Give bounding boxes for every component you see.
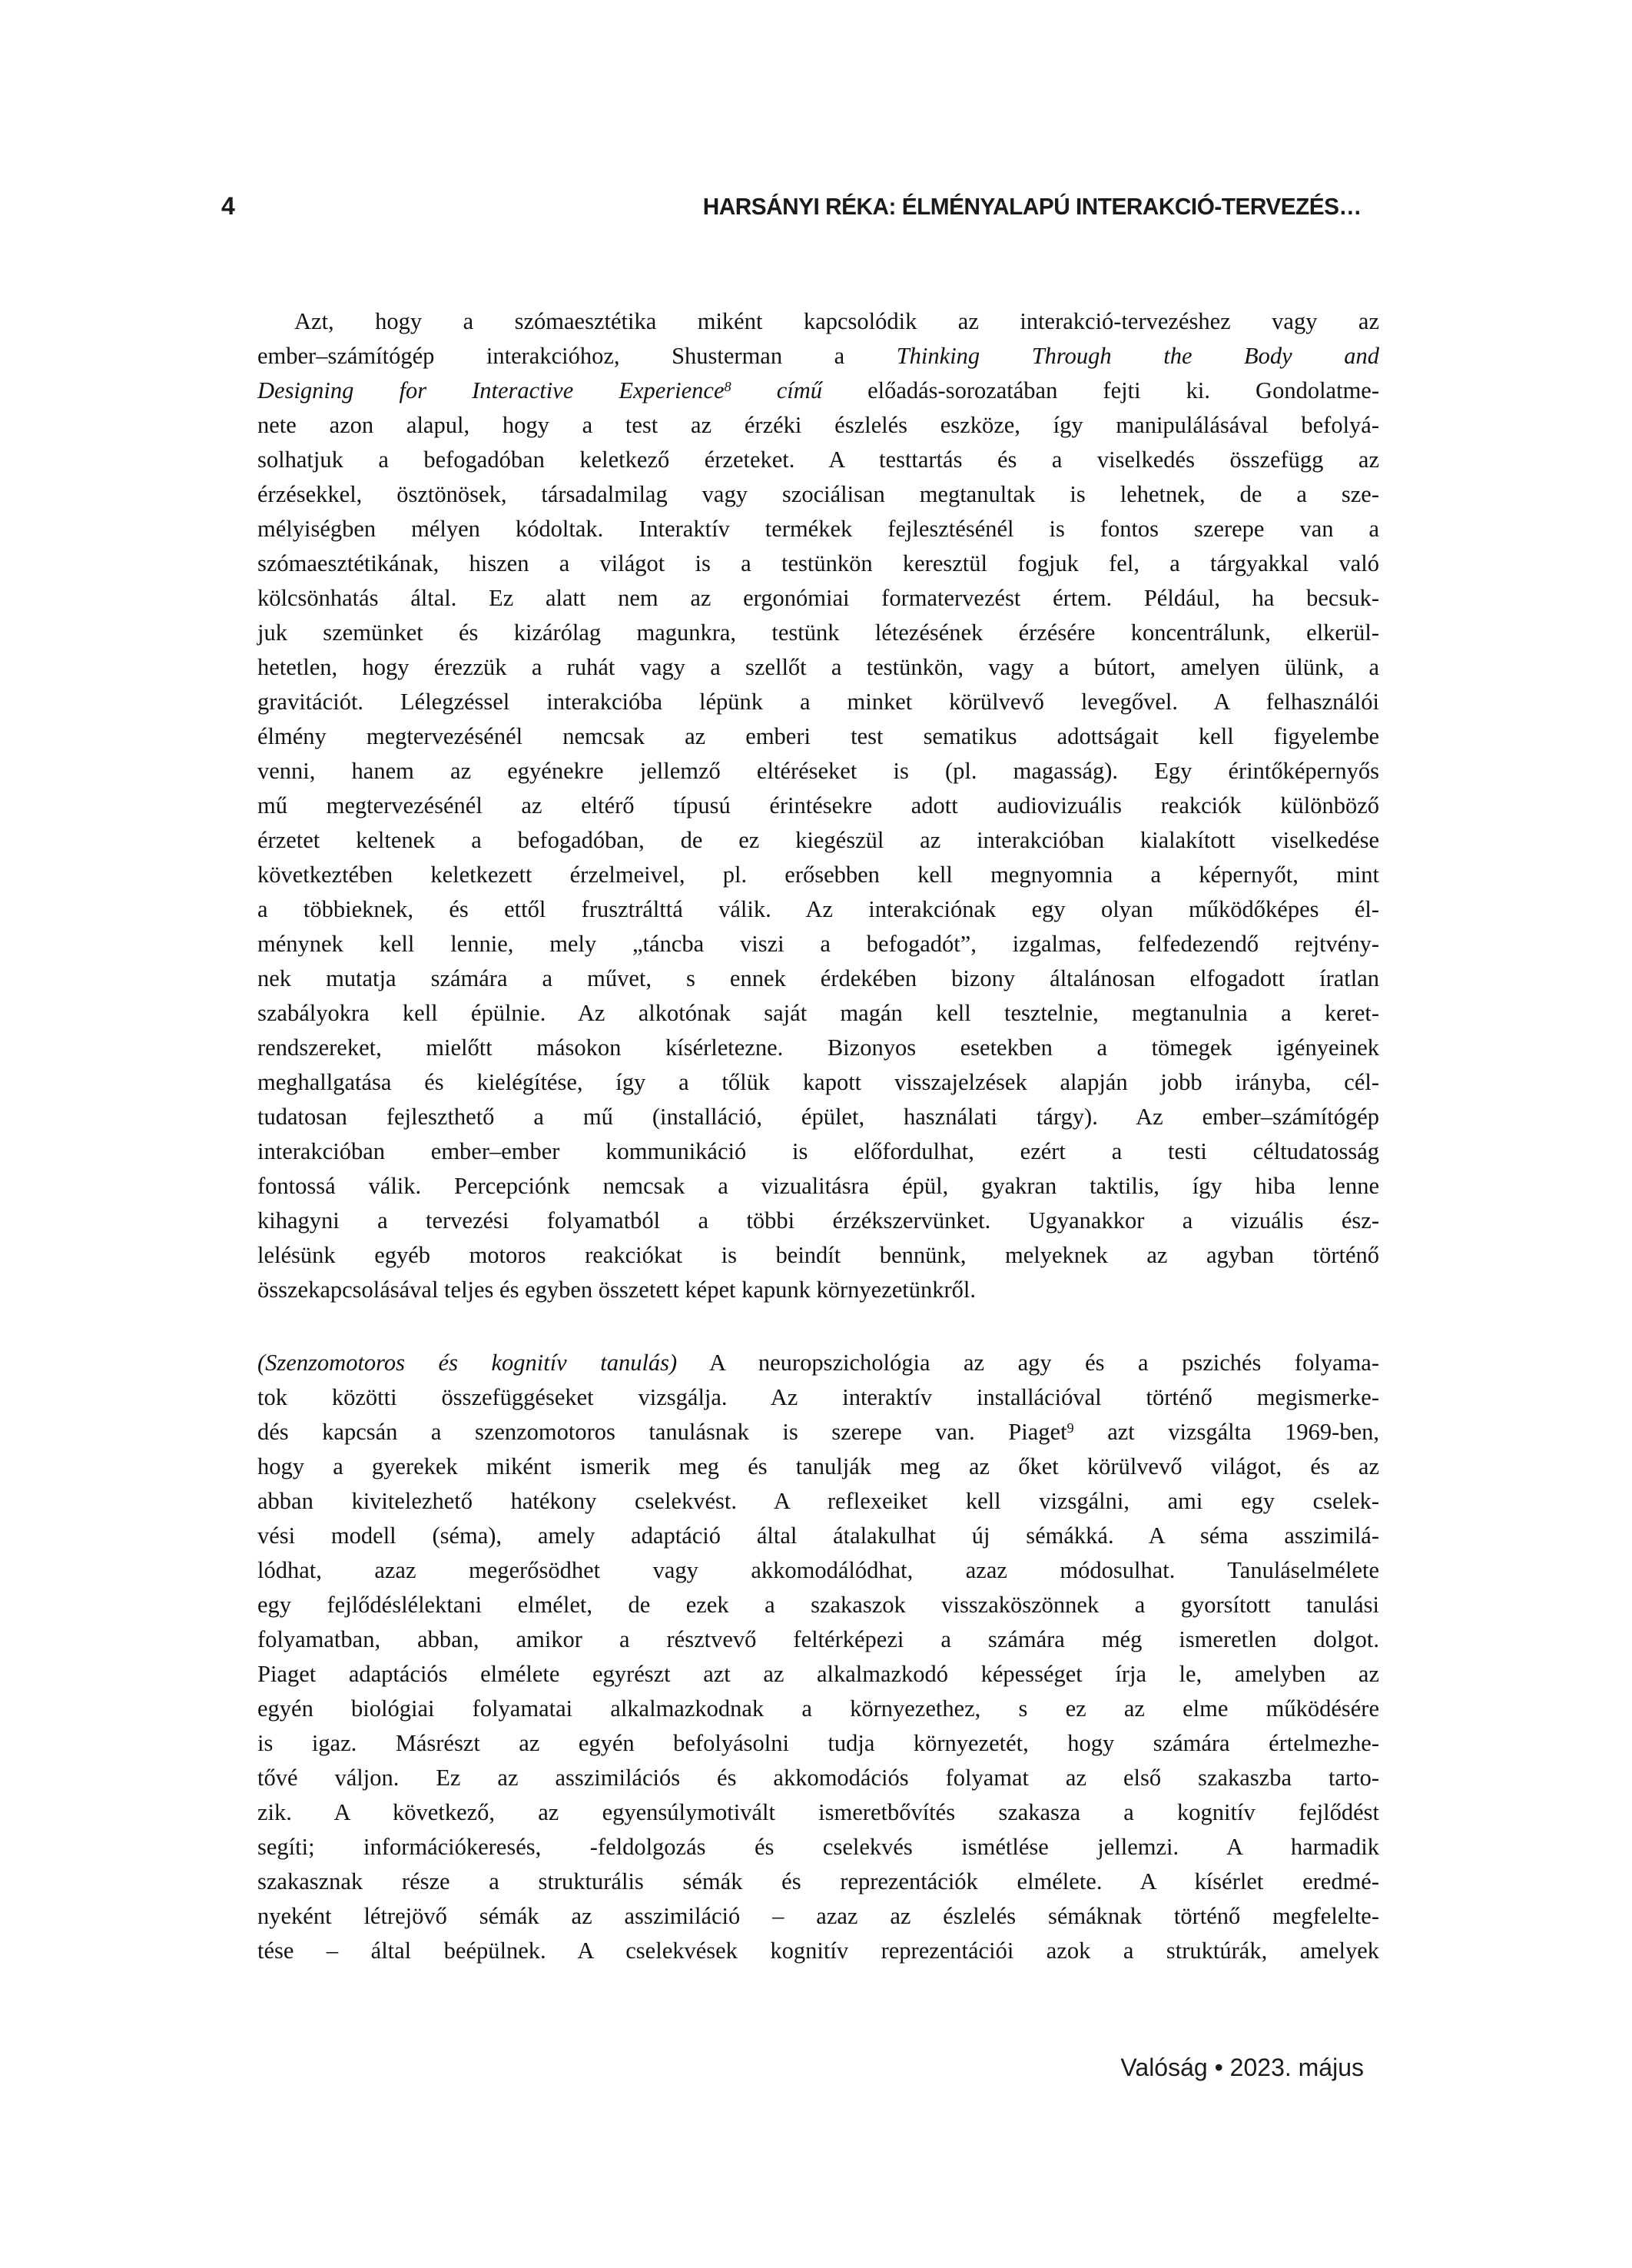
text-line <box>257 789 1379 823</box>
text-segment: érzetet keltenek a befogadóban, de ez kiegészül az interakcióban kialakított viselkedése <box>257 827 1379 853</box>
text-segment: lelésünk egyéb motoros reakciókat is beindít bennünk, melyeknek az agyban történő <box>257 1242 1379 1268</box>
text-line <box>257 1484 1379 1519</box>
paragraph <box>257 1346 1379 1968</box>
text-segment: is igaz. Másrészt az egyén befolyásolni tudja környezetét, hogy számára értelmezhe- <box>257 1730 1379 1756</box>
text-segment: juk szemünket és kizárólag magunkra, testünk létezésének érzésére koncentrálunk, elkerül- <box>257 619 1379 646</box>
text-line <box>257 996 1379 1031</box>
text-segment: hetetlen, hogy érezzük a ruhát vagy a szellőt a testünkön, vagy a bútort, amelyen ülünk, a <box>257 654 1379 680</box>
text-line <box>257 1346 1379 1380</box>
text-segment: szakasznak része a strukturális sémák és reprezentációk elmélete. A kísérlet eredmé- <box>257 1868 1379 1894</box>
text-line <box>257 719 1379 754</box>
running-header <box>221 192 1362 221</box>
text-line <box>257 892 1379 927</box>
text-segment: tése – által beépülnek. A cselekvések kognitív reprezentációi azok a struktúrák, amelyek <box>257 1938 1379 1964</box>
text-line <box>257 1415 1379 1449</box>
text-line <box>257 408 1379 443</box>
text-line <box>257 443 1379 477</box>
text-line <box>257 1065 1379 1100</box>
text-line <box>257 1449 1379 1484</box>
text-segment: (Szenzomotoros és kognitív tanulás) <box>257 1350 678 1376</box>
text-line <box>257 1238 1379 1273</box>
text-segment: mélyiségben mélyen kódoltak. Interaktív termékek fejlesztésénél is fontos szerepe van a <box>257 516 1379 542</box>
text-segment: nek mutatja számára a művet, s ennek érdekében bizony általánosan elfogadott íratlan <box>257 965 1379 991</box>
text-segment: rendszereket, mielőtt másokon kísérletezne. Bizonyos esetekben a tömegek igényeinek <box>257 1034 1379 1061</box>
text-line <box>257 650 1379 685</box>
text-segment: A neuropszichológia az agy és a pszichés folyama- <box>677 1350 1379 1376</box>
page-footer: Valóság • 2023. május <box>1120 2054 1364 2081</box>
text-segment: tővé váljon. Ez az asszimilációs és akkomodációs folyamat az első szakaszba tarto- <box>257 1765 1379 1791</box>
text-line <box>257 1134 1379 1169</box>
text-line <box>257 754 1379 789</box>
footnote-ref: 9 <box>1066 1420 1074 1436</box>
text-segment: zik. A következő, az egyensúlymotivált ismeretbővítés szakasza a kognitív fejlődést <box>257 1799 1379 1825</box>
text-segment: Thinking Through the Body and <box>896 343 1379 369</box>
text-line <box>257 1934 1379 1968</box>
text-line <box>257 1657 1379 1692</box>
text-segment: vési modell (séma), amely adaptáció által átalakulhat új sémákká. A séma asszimilá- <box>257 1523 1379 1549</box>
text-segment: Azt, hogy a szómaesztétika miként kapcsolódik az interakció-tervezéshez vagy az <box>294 308 1379 334</box>
text-segment: azt vizsgálta 1969-ben, <box>1073 1419 1379 1445</box>
text-line <box>257 1830 1379 1865</box>
text-line <box>257 1169 1379 1204</box>
text-segment: lódhat, azaz megerősödhet vagy akkomodálódhat, azaz módosulhat. Tanuláselmélete <box>257 1557 1379 1583</box>
text-line <box>257 1553 1379 1588</box>
text-segment: Piaget adaptációs elmélete egyrészt azt az alkalmazkodó képességet írja le, amelyben az <box>257 1661 1379 1687</box>
text-segment: érzésekkel, ösztönösek, társadalmilag vagy szociálisan megtanultak is lehetnek, de a sze- <box>257 481 1379 507</box>
text-segment: szabályokra kell épülnie. Az alkotónak saját magán kell tesztelnie, megtanulnia a keret- <box>257 1000 1379 1026</box>
text-line <box>257 1588 1379 1622</box>
text-line <box>257 1100 1379 1134</box>
text-segment: kihagyni a tervezési folyamatból a többi érzékszervünket. Ugyanakkor a vizuális ész- <box>257 1207 1379 1234</box>
text-line <box>257 685 1379 719</box>
text-segment: tudatosan fejleszthető a mű (installáció, épület, használati tárgy). Az ember–számítógép <box>257 1104 1379 1130</box>
text-segment: egy fejlődéslélektani elmélet, de ezek a szakaszok visszaköszönnek a gyorsított tanulási <box>257 1592 1379 1618</box>
text-line <box>257 1519 1379 1553</box>
text-line <box>257 1899 1379 1934</box>
footnote-ref: 8 <box>724 378 731 394</box>
text-segment: fontossá válik. Percepciónk nemcsak a vizualitásra épül, gyakran taktilis, így hiba lenne <box>257 1173 1379 1199</box>
text-line <box>257 1204 1379 1238</box>
text-line <box>257 477 1379 512</box>
text-line <box>257 1622 1379 1657</box>
text-segment: összekapcsolásával teljes és egyben összetett képet kapunk környezetünkről. <box>257 1277 977 1303</box>
text-segment: kölcsönhatás által. Ez alatt nem az ergonómiai formatervezést értem. Például, ha becsuk- <box>257 585 1379 611</box>
text-line <box>257 1795 1379 1830</box>
text-segment: nete azon alapul, hogy a test az érzéki észlelés eszköze, így manipulálásával befolyá- <box>257 412 1379 438</box>
text-segment: szómaesztétikának, hiszen a világot is a testünkön keresztül fogjuk fel, a tárgyakkal való <box>257 550 1379 576</box>
text-segment: solhatjuk a befogadóban keletkező érzeteket. A testtartás és a viselkedés összefügg az <box>257 447 1379 473</box>
text-segment: nyeként létrejövő sémák az asszimiláció – azaz az észlelés sémáknak történő megfelelte- <box>257 1903 1379 1929</box>
text-segment: mű megtervezésénél az eltérő típusú érintésekre adott audiovizuális reakciók különböző <box>257 792 1379 819</box>
text-segment: hogy a gyerekek miként ismerik meg és tanulják meg az őket körülvevő világot, és az <box>257 1453 1379 1479</box>
text-segment: ember–számítógép interakcióhoz, Shusterman a <box>257 343 897 369</box>
text-line <box>257 1761 1379 1795</box>
text-segment: venni, hanem az egyénekre jellemző eltéréseket is (pl. magasság). Egy érintőképernyős <box>257 758 1379 784</box>
text-segment: következtében keletkezett érzelmeivel, pl. erősebben kell megnyomnia a képernyőt, mint <box>257 862 1379 888</box>
text-segment: élmény megtervezésénél nemcsak az emberi test sematikus adottságait kell figyelembe <box>257 723 1379 749</box>
text-segment: egyén biológiai folyamatai alkalmazkodnak a környezethez, s ez az elme működésére <box>257 1695 1379 1722</box>
text-segment: a többieknek, és ettől frusztrálttá válik. Az interakciónak egy olyan működőképes él- <box>257 896 1379 922</box>
text-line <box>257 339 1379 374</box>
text-segment: dés kapcsán a szenzomotoros tanulásnak is szerepe van. Piaget <box>257 1419 1067 1445</box>
text-line <box>257 546 1379 581</box>
text-segment: segíti; információkeresés, -feldolgozás és cselekvés ismétlése jellemzi. A harmadik <box>257 1834 1379 1860</box>
text-segment: abban kivitelezhető hatékony cselekvést. A reflexeiket kell vizsgálni, ami egy cselek- <box>257 1488 1379 1514</box>
text-line <box>257 927 1379 961</box>
text-line <box>257 1692 1379 1726</box>
text-line <box>257 1380 1379 1415</box>
text-line <box>257 616 1379 650</box>
text-segment: meghallgatása és kielégítése, így a tőlük kapott visszajelzések alapján jobb irányba, cél- <box>257 1069 1379 1095</box>
text-segment: gravitációt. Lélegzéssel interakcióba lépünk a minket körülvevő levegővel. A felhasználói <box>257 689 1379 715</box>
text-line <box>257 1865 1379 1899</box>
text-segment: előadás-sorozatában fejti ki. Gondolatme- <box>822 377 1379 403</box>
text-segment: című <box>731 377 822 403</box>
text-line <box>257 374 1379 408</box>
text-line <box>257 304 1379 339</box>
text-line <box>257 961 1379 996</box>
text-segment: tok közötti összefüggéseket vizsgálja. Az interaktív installációval történő megismerke- <box>257 1384 1379 1410</box>
body-text <box>257 304 1379 1968</box>
text-line <box>257 823 1379 858</box>
text-line <box>257 512 1379 546</box>
text-line <box>257 581 1379 616</box>
text-segment: folyamatban, abban, amikor a résztvevő feltérképezi a számára még ismeretlen dolgot. <box>257 1626 1379 1652</box>
text-segment: ménynek kell lennie, mely „táncba viszi a befogadót”, izgalmas, felfedezendő rejtvény- <box>257 931 1379 957</box>
paragraph <box>257 304 1379 1307</box>
running-title: HARSÁNYI RÉKA: ÉLMÉNYALAPÚ INTERAKCIÓ-TERVEZÉS… <box>702 193 1362 220</box>
text-line <box>257 1726 1379 1761</box>
text-line <box>257 858 1379 892</box>
text-line <box>257 1273 1379 1307</box>
text-segment: Designing for Interactive Experience <box>257 377 725 403</box>
text-segment: interakcióban ember–ember kommunikáció is előfordulhat, ezért a testi céltudatosság <box>257 1138 1379 1164</box>
page-number: 4 <box>221 192 235 220</box>
text-line <box>257 1031 1379 1065</box>
